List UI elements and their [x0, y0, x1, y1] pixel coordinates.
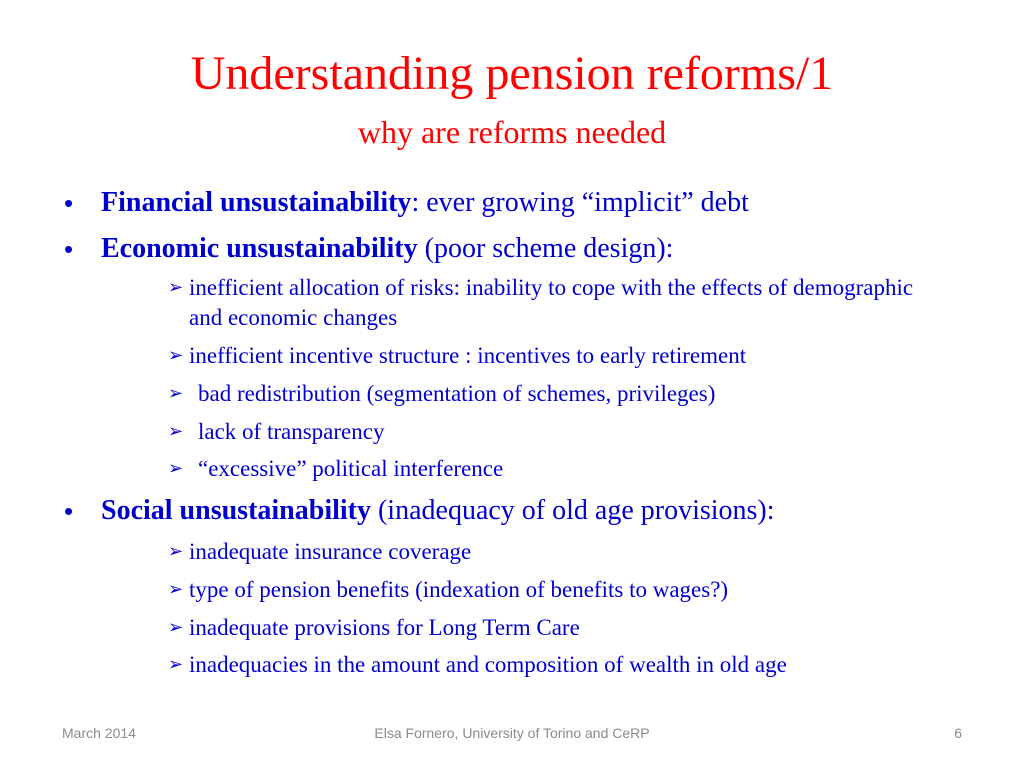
- arrow-right-icon: ➢: [168, 458, 184, 479]
- sub-item: [168, 537, 928, 567]
- bullet-bold-label: Social unsustainability: [101, 495, 371, 526]
- sub-item-text: lack of transparency: [198, 419, 385, 444]
- bullet-dot-icon: •: [64, 234, 74, 264]
- sub-item: [168, 273, 928, 333]
- slide-subtitle: why are reforms needed: [357, 114, 667, 150]
- bullet-bold-label: Financial unsustainability: [101, 187, 412, 218]
- arrow-right-icon: ➢: [168, 617, 184, 638]
- sub-item: [168, 613, 928, 643]
- sub-item: [168, 379, 928, 409]
- sub-item-text: bad redistribution (segmentation of schemes, privileges): [198, 381, 716, 406]
- bullet-dot-icon: •: [64, 496, 74, 526]
- bullet-text: [101, 232, 673, 266]
- arrow-right-icon: ➢: [168, 277, 184, 298]
- bullet-bold-label: Economic unsustainability: [101, 233, 418, 264]
- sub-item: [168, 341, 928, 371]
- arrow-right-icon: ➢: [168, 345, 184, 366]
- bullet-text: [101, 494, 775, 528]
- sub-item: [168, 650, 928, 680]
- sub-item-text: type of pension benefits (indexation of benefits to wages?): [189, 577, 729, 602]
- sub-item-text: inefficient incentive structure : incentives to early retirement: [189, 343, 747, 368]
- footer-date: March 2014: [62, 725, 136, 741]
- bullet-text: [101, 186, 749, 220]
- sub-item: [168, 575, 928, 605]
- bullet-rest-label: (inadequacy of old age provisions):: [370, 495, 775, 526]
- sub-item-text: “excessive” political interference: [198, 456, 504, 481]
- footer-author: Elsa Fornero, University of Torino and CeRP: [374, 725, 650, 741]
- bullet-rest-label: : ever growing “implicit” debt: [411, 187, 749, 218]
- bullet-dot-icon: •: [64, 188, 74, 218]
- sub-item: [168, 417, 928, 447]
- arrow-right-icon: ➢: [168, 421, 184, 442]
- arrow-right-icon: ➢: [168, 383, 184, 404]
- arrow-right-icon: ➢: [168, 541, 184, 562]
- sub-item: [168, 454, 928, 484]
- footer-page-number: 6: [954, 725, 962, 741]
- sub-item-text: inadequacies in the amount and composition of wealth in old age: [189, 652, 787, 677]
- sub-item-text: inefficient allocation of risks: inability to cope with the effects of demographic and economic changes: [189, 275, 914, 330]
- sub-item-text: inadequate provisions for Long Term Care: [189, 615, 580, 640]
- arrow-right-icon: ➢: [168, 654, 184, 675]
- sub-item-text: inadequate insurance coverage: [189, 539, 472, 564]
- slide-title: Understanding pension reforms/1: [190, 47, 834, 100]
- bullet-rest-label: (poor scheme design):: [417, 233, 674, 264]
- arrow-right-icon: ➢: [168, 579, 184, 600]
